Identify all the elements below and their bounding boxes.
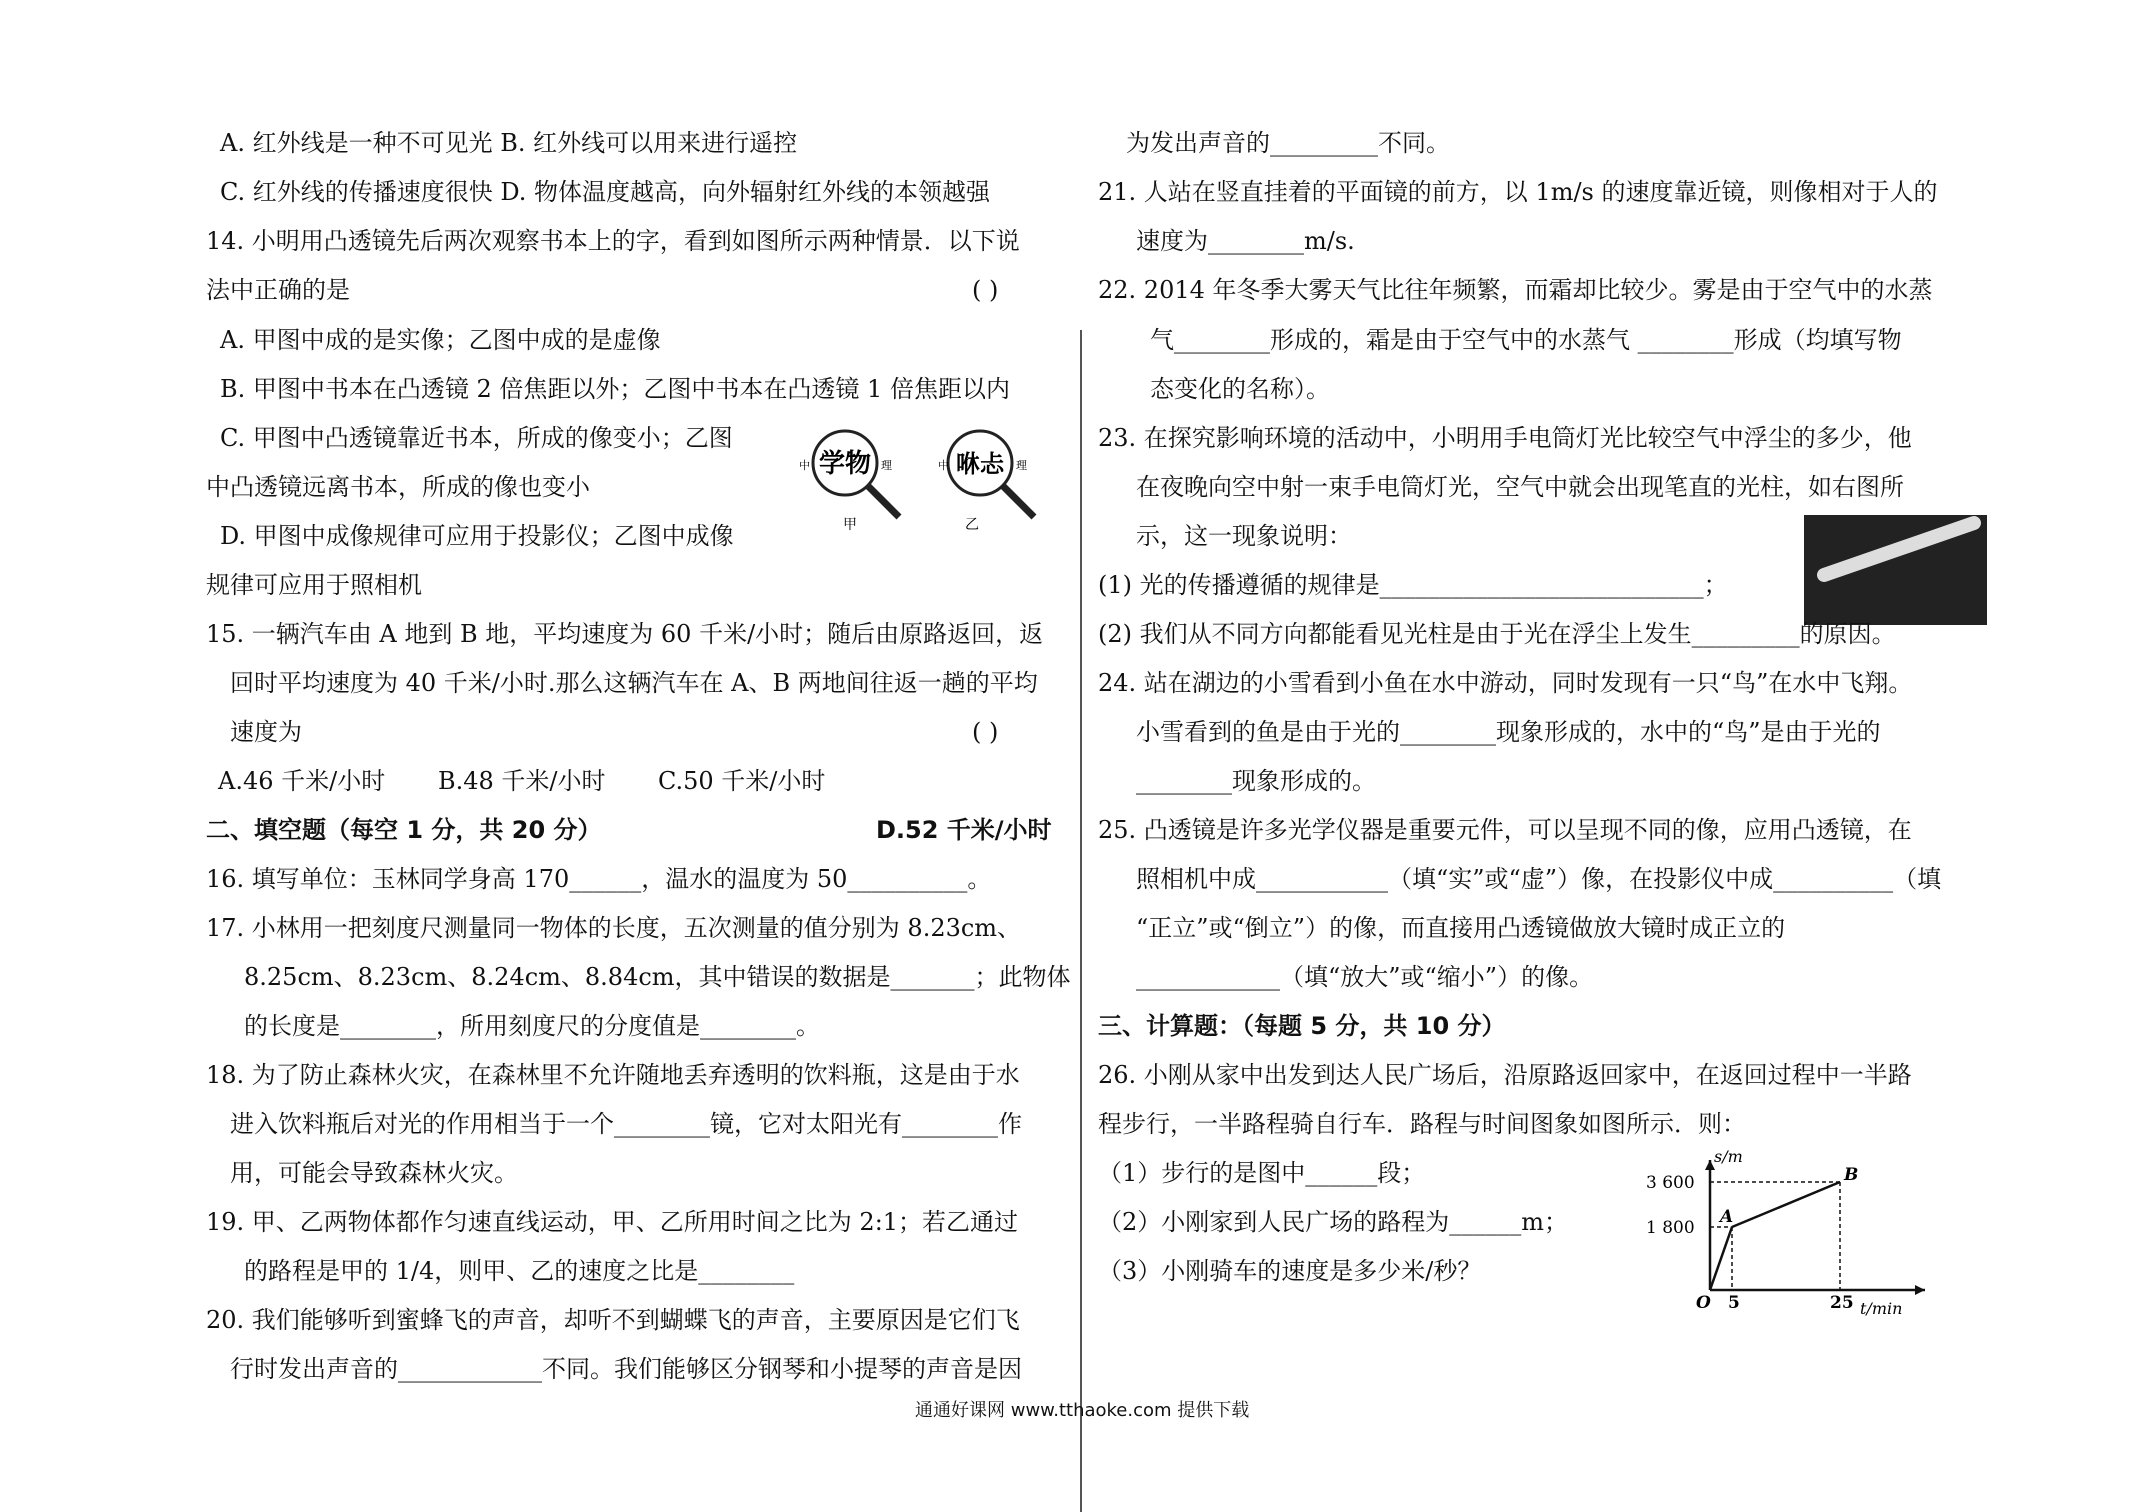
magnifier-handle-left — [868, 486, 899, 517]
x-tick-5: 5 — [1728, 1293, 1740, 1313]
question-17-line-2: 8.25cm、8.23cm、8.24cm、8.84cm，其中错误的数据是_______；此物体 — [244, 963, 1071, 991]
question-25-line-3: “正立”或“倒立”）的像，而直接用凸透镜做放大镜时成正立的 — [1136, 914, 1786, 942]
question-16: 16. 填写单位：玉林同学身高 170______，温水的温度为 50__________。 — [206, 865, 992, 893]
column-divider — [1080, 330, 1082, 1512]
question-26-line-1: 26. 小刚从家中出发到达人民广场后，沿原路返回家中，在返回过程中一半路 — [1098, 1061, 1912, 1089]
question-24-line-3: ________现象形成的。 — [1136, 767, 1376, 795]
question-26-part-3: （3）小刚骑车的速度是多少米/秒？ — [1098, 1257, 1482, 1285]
option-14-c-line-2: 中凸透镜远离书本，所成的像也变小 — [206, 473, 590, 501]
question-18-line-1: 18. 为了防止森林火灾，在森林里不允许随地丢弃透明的饮料瓶，这是由于水 — [206, 1061, 1020, 1089]
magnifier-small-right-2: 理 — [1016, 459, 1027, 472]
option-15-c: C.50 千米/小时 — [658, 767, 826, 795]
option-14-b: B. 甲图中书本在凸透镜 2 倍焦距以外；乙图中书本在凸透镜 1 倍焦距以内 — [220, 375, 1010, 403]
magnifier-text-left: 学物 — [818, 449, 872, 479]
x-axis-label: t/min — [1860, 1299, 1903, 1318]
section-2-heading: 二、填空题（每空 1 分，共 20 分） — [206, 816, 602, 844]
magnifier-text-right: 咻忐 — [956, 450, 1004, 478]
question-25-line-2: 照相机中成___________（填“实”或“虚”）像，在投影仪中成__________（填 — [1136, 865, 1942, 893]
question-18-line-2: 进入饮料瓶后对光的作用相当于一个________镜，它对太阳光有________作 — [230, 1110, 1022, 1138]
light-beam — [1824, 523, 1974, 575]
point-b-label: B — [1844, 1165, 1859, 1185]
question-18-line-3: 用，可能会导致森林火灾。 — [230, 1159, 518, 1187]
question-15-line-2: 回时平均速度为 40 千米/小时.那么这辆汽车在 A、B 两地间往返一趟的平均 — [230, 669, 1038, 697]
question-14-line-2: 法中正确的是 — [206, 276, 350, 304]
option-13-ab: A. 红外线是一种不可见光 B. 红外线可以用来进行遥控 — [220, 129, 798, 157]
question-14-answer-bracket: ( ) — [972, 276, 999, 304]
option-14-d-line-2: 规律可应用于照相机 — [206, 571, 422, 599]
option-14-a: A. 甲图中成的是实像；乙图中成的是虚像 — [220, 326, 661, 354]
option-15-d: D.52 千米/小时 — [876, 816, 1052, 844]
magnifier-figure — [795, 425, 1045, 535]
segment-oa — [1710, 1227, 1732, 1290]
question-22-line-3: 态变化的名称）。 — [1150, 375, 1330, 403]
section-3-heading: 三、计算题：（每题 5 分，共 10 分） — [1098, 1012, 1506, 1040]
question-23-part-2: (2) 我们从不同方向都能看见光柱是由于光在浮尘上发生_________的原因。 — [1098, 620, 1896, 648]
question-26-part-2: （2）小刚家到人民广场的路程为______m； — [1098, 1208, 1569, 1236]
question-19-line-1: 19. 甲、乙两物体都作匀速直线运动，甲、乙所用时间之比为 2:1；若乙通过 — [206, 1208, 1019, 1236]
question-23-line-3: 示，这一现象说明： — [1136, 522, 1352, 550]
question-23-part-1: (1) 光的传播遵循的规律是___________________________； — [1098, 571, 1728, 599]
question-17-line-3: 的长度是________，所用刻度尺的分度值是________。 — [244, 1012, 820, 1040]
flashlight-beam-image — [1804, 515, 1987, 625]
question-20-line-3: 为发出声音的_________不同。 — [1126, 129, 1450, 157]
figure-caption-jia: 甲 — [843, 517, 857, 533]
magnifier-handle-right — [1003, 486, 1034, 517]
question-20-line-1: 20. 我们能够听到蜜蜂飞的声音，却听不到蝴蝶飞的声音，主要原因是它们飞 — [206, 1306, 1020, 1334]
y-tick-3600: 3 600 — [1646, 1173, 1695, 1193]
question-24-line-1: 24. 站在湖边的小雪看到小鱼在水中游动，同时发现有一只“鸟”在水中飞翔。 — [1098, 669, 1913, 697]
question-15-answer-bracket: ( ) — [972, 718, 999, 746]
question-23-line-2: 在夜晚向空中射一束手电筒灯光，空气中就会出现笔直的光柱，如右图所 — [1136, 473, 1904, 501]
question-25-line-1: 25. 凸透镜是许多光学仪器是重要元件，可以呈现不同的像，应用凸透镜，在 — [1098, 816, 1912, 844]
option-14-d-line-1: D. 甲图中成像规律可应用于投影仪；乙图中成像 — [220, 522, 734, 550]
question-21-line-1: 21. 人站在竖直挂着的平面镜的前方，以 1m/s 的速度靠近镜，则像相对于人的 — [1098, 178, 1938, 206]
y-tick-1800: 1 800 — [1646, 1218, 1695, 1238]
x-tick-25: 25 — [1830, 1293, 1854, 1313]
question-15-line-1: 15. 一辆汽车由 A 地到 B 地，平均速度为 60 千米/小时；随后由原路返回，返 — [206, 620, 1044, 648]
magnifier-small-left-1: 中 — [799, 459, 810, 472]
question-23-line-1: 23. 在探究影响环境的活动中，小明用手电筒灯光比较空气中浮尘的多少，他 — [1098, 424, 1912, 452]
option-14-c-line-1: C. 甲图中凸透镜靠近书本，所成的像变小；乙图 — [220, 424, 733, 452]
segment-ab — [1732, 1182, 1840, 1227]
option-15-a: A.46 千米/小时 — [218, 767, 386, 795]
distance-time-graph — [1640, 1140, 1930, 1320]
point-a-label: A — [1720, 1207, 1734, 1227]
question-22-line-1: 22. 2014 年冬季大雾天气比往年频繁，而霜却比较少。雾是由于空气中的水蒸 — [1098, 276, 1933, 304]
option-13-cd: C. 红外线的传播速度很快 D. 物体温度越高，向外辐射红外线的本领越强 — [220, 178, 991, 206]
question-26-part-1: （1）步行的是图中______段； — [1098, 1159, 1426, 1187]
question-14-line-1: 14. 小明用凸透镜先后两次观察书本上的字，看到如图所示两种情景．以下说 — [206, 227, 1020, 255]
question-26-line-2: 程步行，一半路程骑自行车．路程与时间图象如图所示．则： — [1098, 1110, 1746, 1138]
magnifier-small-left-2: 理 — [881, 459, 892, 472]
figure-caption-yi: 乙 — [965, 517, 979, 533]
question-19-line-2: 的路程是甲的 1/4，则甲、乙的速度之比是________ — [244, 1257, 795, 1285]
y-axis-label: s/m — [1714, 1147, 1743, 1166]
question-25-line-4: ____________（填“放大”或“缩小”）的像。 — [1136, 963, 1594, 991]
question-21-line-2: 速度为________m/s. — [1136, 227, 1355, 255]
x-axis-arrow — [1915, 1285, 1925, 1295]
flashlight-beam-svg — [1804, 515, 1987, 625]
option-15-b: B.48 千米/小时 — [438, 767, 606, 795]
origin-label: O — [1696, 1293, 1711, 1313]
question-22-line-2: 气________形成的，霜是由于空气中的水蒸气 ________形成（均填写物 — [1150, 326, 1902, 354]
page-footer: 通通好课网 www.tthaoke.com 提供下载 — [915, 1400, 1250, 1421]
question-15-line-3: 速度为 — [230, 718, 302, 746]
question-20-line-2: 行时发出声音的____________不同。我们能够区分钢琴和小提琴的声音是因 — [230, 1355, 1022, 1383]
question-17-line-1: 17. 小林用一把刻度尺测量同一物体的长度，五次测量的值分别为 8.23cm、 — [206, 914, 1022, 942]
magnifier-small-right-1: 中 — [938, 459, 949, 472]
question-24-line-2: 小雪看到的鱼是由于光的________现象形成的，水中的“鸟”是由于光的 — [1136, 718, 1881, 746]
